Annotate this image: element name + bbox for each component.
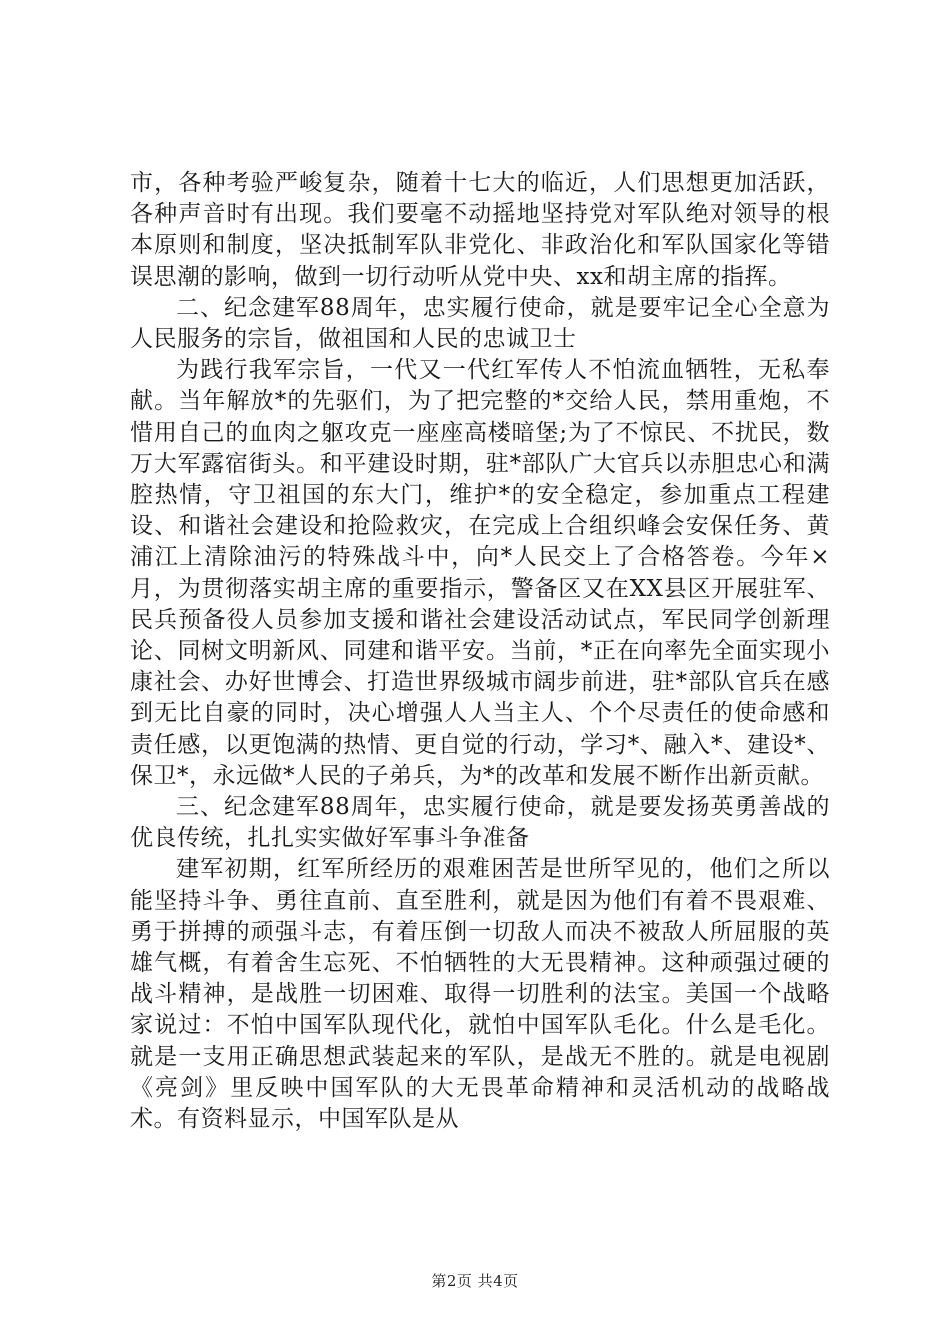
paragraph-body: 建军初期，红军所经历的艰难困苦是世所罕见的，他们之所以能坚持斗争、勇往直前、直至胜利，就是因为他们有着不畏艰难、勇于拼搏的顽强斗志，有着压倒一切敌人而决不被敌人所屈服的英雄气概，有着舍生忘死、不怕牺牲的大无畏精神。这种顽强过硬的战斗精神，是战胜一切困难、取得一切胜利的法宝。美国一个战略家说过：不怕中国军队现代化，就怕中国军队毛化。什么是毛化。就是一支用正确思想武装起来的军队，是战无不胜的。就是电视剧《亮剑》里反映中国军队的大无畏革命精神和灵活机动的战略战术。有资料显示，中国军队是从 (130, 856, 830, 1133)
page-number-footer: 第2页 共4页 (431, 1272, 519, 1290)
paragraph-body: 为践行我军宗旨，一代又一代红军传人不怕流血牺牲，无私奉献。当年解放*的先驱们，为了把完整的*交给人民，禁用重炮，不惜用自己的血肉之躯攻克一座座高楼暗堡;为了不惊民、不扰民，数万大军露宿街头。和平建设时期，驻*部队广大官兵以赤胆忠心和满腔热情，守卫祖国的东大门，维护*的安全稳定，参加重点工程建设、和谐社会建设和抢险救灾，在完成上合组织峰会安保任务、黄浦江上清除油污的特殊战斗中，向*人民交上了合格答卷。今年×月，为贯彻落实胡主席的重要指示，警备区又在XX县区开展驻军、民兵预备役人员参加支援和谐社会建设活动试点，军民同学创新理论、同树文明新风、同建和谐平安。当前，*正在向率先全面实现小康社会、办好世博会、打造世界级城市阔步前进，驻*部队官兵在感到无比自豪的同时，决心增强人人当主人、个个尽责任的使命感和责任感，以更饱满的热情、更自觉的行动，学习*、融入*、建设*、保卫*，永远做*人民的子弟兵，为*的改革和发展不断作出新贡献。 (130, 357, 830, 789)
document-body (130, 168, 830, 1135)
section-heading-2: 二、纪念建军88周年，忠实履行使命，就是要牢记全心全意为人民服务的宗旨，做祖国和人民的忠诚卫士 (130, 294, 830, 353)
paragraph-continuation: 市，各种考验严峻复杂，随着十七大的临近，人们思想更加活跃，各种声音时有出现。我们要毫不动摇地坚持党对军队绝对领导的根本原则和制度，坚决抵制军队非党化、非政治化和军队国家化等错误思潮的影响，做到一切行动听从党中央、xx和胡主席的指挥。 (130, 170, 830, 290)
section-heading-3: 三、纪念建军88周年，忠实履行使命，就是要发扬英勇善战的优良传统，扎扎实实做好军事斗争准备 (130, 794, 830, 852)
